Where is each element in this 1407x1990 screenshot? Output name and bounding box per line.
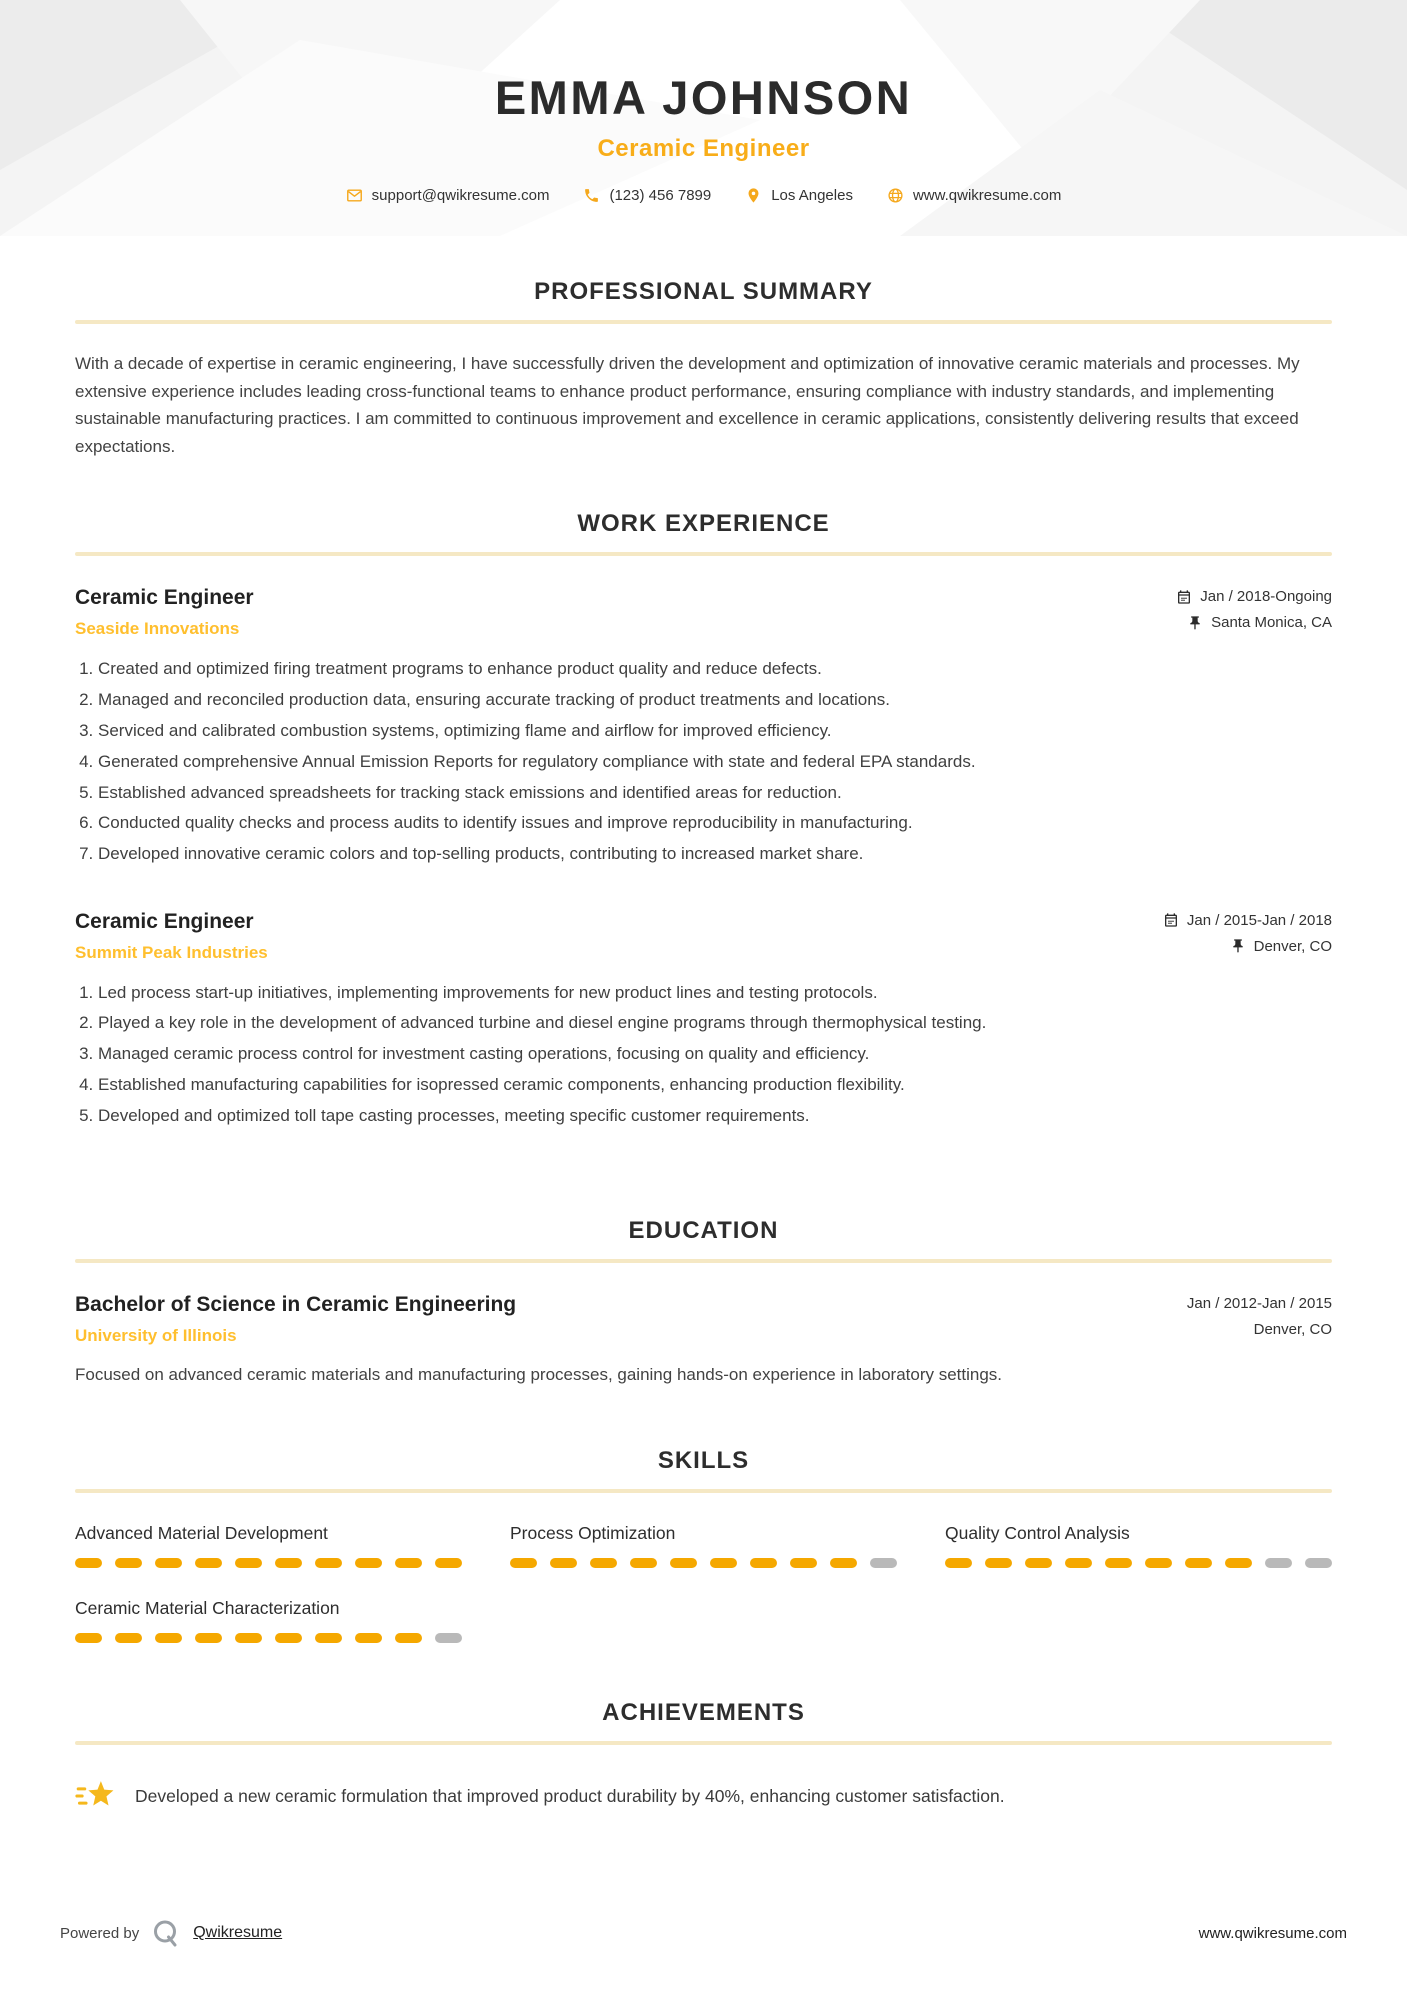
job-company: Summit Peak Industries — [75, 942, 268, 962]
skill-dash-empty — [1305, 1558, 1332, 1568]
jobs-container — [75, 586, 1332, 1129]
phone-icon — [583, 187, 600, 204]
contact-text: Los Angeles — [771, 187, 853, 204]
skill-dash-empty — [435, 1633, 462, 1643]
skill-dash-filled — [435, 1558, 462, 1568]
skill-label: Process Optimization — [510, 1522, 676, 1543]
job-bullets — [75, 980, 1332, 1130]
skill-dash-filled — [590, 1558, 617, 1568]
job-bullet: 5. Developed and optimized toll tape casting processes, meeting specific customer requirements. — [98, 1103, 1332, 1129]
job-bullets — [75, 656, 1332, 867]
achievements-heading: ACHIEVEMENTS — [602, 1698, 805, 1726]
education-description: Focused on advanced ceramic materials and manufacturing processes, gaining hands-on experience in laboratory settings. — [75, 1365, 1003, 1385]
job-bullet: 2. Played a key role in the development of advanced turbine and diesel engine programs through thermophysical testing. — [98, 1010, 1332, 1036]
section-achievements — [75, 1699, 1332, 1813]
skill-dash-filled — [1145, 1558, 1172, 1568]
job-dates: Jan / 2018-Ongoing — [1200, 588, 1332, 606]
contact-text: support@qwikresume.com — [371, 187, 550, 204]
contact-item[interactable] — [745, 187, 853, 204]
education-location: Denver, CO — [1253, 1321, 1332, 1339]
section-divider — [75, 320, 1332, 324]
job-bullet: 1. Created and optimized firing treatment programs to enhance product quality and reduce defects. — [98, 656, 1332, 682]
calendar-icon — [1163, 912, 1179, 928]
qwikresume-link[interactable]: Qwikresume — [193, 1924, 283, 1941]
skill-dash-empty — [870, 1558, 897, 1568]
achievements-container — [75, 1779, 1332, 1813]
school-name: University of Illinois — [75, 1326, 237, 1346]
skill-dash-filled — [275, 1633, 302, 1643]
skill-dash-filled — [1065, 1558, 1092, 1568]
contact-item[interactable] — [887, 187, 1061, 204]
job-bullet: 3. Serviced and calibrated combustion systems, optimizing flame and airflow for improved efficiency. — [98, 718, 1332, 744]
section-divider — [75, 1259, 1332, 1263]
pin-icon — [745, 187, 762, 204]
globe-icon — [887, 187, 904, 204]
skill-dash-filled — [75, 1558, 102, 1568]
skill-label: Advanced Material Development — [75, 1522, 328, 1543]
job-bullet: 4. Generated comprehensive Annual Emission Reports for regulatory compliance with state and federal EPA standards. — [98, 749, 1332, 775]
job-bullet: 7. Developed innovative ceramic colors and top-selling products, contributing to increased market share. — [98, 841, 1332, 867]
powered-by-label: Powered by — [60, 1924, 140, 1942]
skill-label: Ceramic Material Characterization — [75, 1597, 340, 1618]
skill-dash-filled — [630, 1558, 657, 1568]
person-name: EMMA JOHNSON — [494, 71, 913, 124]
skill-dash-empty — [1265, 1558, 1292, 1568]
section-education — [75, 1217, 1332, 1389]
skill-dash-filled — [155, 1633, 182, 1643]
qwikresume-logo-icon — [151, 1918, 181, 1948]
pushpin-icon — [1230, 938, 1246, 954]
header — [0, 0, 1407, 236]
skill-dash-filled — [115, 1633, 142, 1643]
contact-item[interactable] — [346, 187, 550, 204]
summary-heading: PROFESSIONAL SUMMARY — [534, 278, 873, 305]
section-summary — [75, 278, 1332, 460]
skill-dash-filled — [75, 1633, 102, 1643]
skill-dash-filled — [355, 1558, 382, 1568]
skill-dash-filled — [155, 1558, 182, 1568]
skill-item — [945, 1523, 1332, 1568]
skill-item — [75, 1523, 462, 1568]
skill-dash-filled — [395, 1633, 422, 1643]
skill-dash-filled — [195, 1633, 222, 1643]
skill-dash-filled — [1105, 1558, 1132, 1568]
skill-dash-filled — [945, 1558, 972, 1568]
skill-dash-filled — [510, 1558, 537, 1568]
skill-level-bar — [75, 1633, 462, 1643]
calendar-icon — [1176, 589, 1192, 605]
pushpin-icon — [1230, 1322, 1246, 1338]
contact-text: www.qwikresume.com — [912, 187, 1062, 204]
education-dates: Jan / 2012-Jan / 2015 — [1186, 1295, 1332, 1313]
section-work-experience — [75, 510, 1332, 1129]
person-title: Ceramic Engineer — [597, 135, 810, 162]
skill-item — [75, 1598, 462, 1643]
contact-text: (123) 456 7899 — [609, 187, 712, 204]
skill-dash-filled — [830, 1558, 857, 1568]
contact-item[interactable] — [583, 187, 711, 204]
skill-level-bar — [510, 1558, 897, 1568]
contact-row — [0, 187, 1407, 204]
footer — [60, 1918, 1347, 1948]
skill-dash-filled — [195, 1558, 222, 1568]
star-icon — [75, 1779, 119, 1813]
job-bullet: 2. Managed and reconciled production data, ensuring accurate tracking of product treatments and locations. — [98, 687, 1332, 713]
job-dates: Jan / 2015-Jan / 2018 — [1186, 911, 1332, 929]
skill-level-bar — [945, 1558, 1332, 1568]
job-bullet: 5. Established advanced spreadsheets for tracking stack emissions and identified areas for reduction. — [98, 780, 1332, 806]
job-entry — [75, 910, 1332, 1130]
skill-dash-filled — [790, 1558, 817, 1568]
calendar-icon — [1163, 1296, 1179, 1312]
section-divider — [75, 1489, 1332, 1493]
skill-dash-filled — [115, 1558, 142, 1568]
section-divider — [75, 552, 1332, 556]
work-heading: WORK EXPERIENCE — [577, 510, 830, 538]
skill-dash-filled — [315, 1633, 342, 1643]
job-location: Santa Monica, CA — [1211, 614, 1332, 632]
skill-item — [510, 1523, 897, 1568]
skill-dash-filled — [550, 1558, 577, 1568]
skill-dash-filled — [1185, 1558, 1212, 1568]
job-bullet: 3. Managed ceramic process control for investment casting operations, focusing on quality and efficiency. — [98, 1041, 1332, 1067]
section-divider — [75, 1741, 1332, 1745]
education-entry — [75, 1293, 1332, 1389]
skill-label: Quality Control Analysis — [945, 1522, 1130, 1543]
envelope-icon — [346, 187, 363, 204]
job-company: Seaside Innovations — [75, 619, 240, 639]
job-title: Ceramic Engineer — [75, 909, 254, 933]
skill-dash-filled — [750, 1558, 777, 1568]
skill-dash-filled — [670, 1558, 697, 1568]
skills-grid — [75, 1523, 1332, 1643]
skill-level-bar — [75, 1558, 462, 1568]
degree-title: Bachelor of Science in Ceramic Engineering — [75, 1293, 517, 1317]
job-location: Denver, CO — [1253, 937, 1332, 955]
job-title: Ceramic Engineer — [75, 586, 254, 610]
skill-dash-filled — [1225, 1558, 1252, 1568]
education-heading: EDUCATION — [628, 1217, 779, 1245]
achievement-text: Developed a new ceramic formulation that improved product durability by 40%, enhancing customer satisfaction. — [135, 1785, 1005, 1806]
job-bullet: 1. Led process start-up initiatives, implementing improvements for new product lines and testing protocols. — [98, 980, 1332, 1006]
skill-dash-filled — [235, 1633, 262, 1643]
job-bullet: 4. Established manufacturing capabilities for isopressed ceramic components, enhancing production flexibility. — [98, 1072, 1332, 1098]
skill-dash-filled — [710, 1558, 737, 1568]
skill-dash-filled — [275, 1558, 302, 1568]
skill-dash-filled — [235, 1558, 262, 1568]
pushpin-icon — [1187, 615, 1203, 631]
skill-dash-filled — [355, 1633, 382, 1643]
skill-dash-filled — [395, 1558, 422, 1568]
skill-dash-filled — [315, 1558, 342, 1568]
skills-heading: SKILLS — [657, 1446, 750, 1474]
job-entry — [75, 586, 1332, 867]
skill-dash-filled — [1025, 1558, 1052, 1568]
footer-site-url[interactable]: www.qwikresume.com — [1198, 1924, 1347, 1942]
resume-body — [0, 278, 1407, 1813]
achievement-item — [75, 1779, 1332, 1813]
skill-dash-filled — [985, 1558, 1012, 1568]
job-bullet: 6. Conducted quality checks and process audits to identify issues and improve reproducibility in manufacturing. — [98, 810, 1332, 836]
section-skills — [75, 1447, 1332, 1643]
summary-text: With a decade of expertise in ceramic engineering, I have successfully driven the development and optimization of innovative ceramic materials and processes. My extensive experience includes leading cross-functional teams to enhance product performance, ensuring compliance with industry standards, and implementing sustainable manufacturing practices. I am committed to continuous improvement and excellence in ceramic applications, consistently delivering results that exceed expectations. — [75, 354, 1300, 456]
